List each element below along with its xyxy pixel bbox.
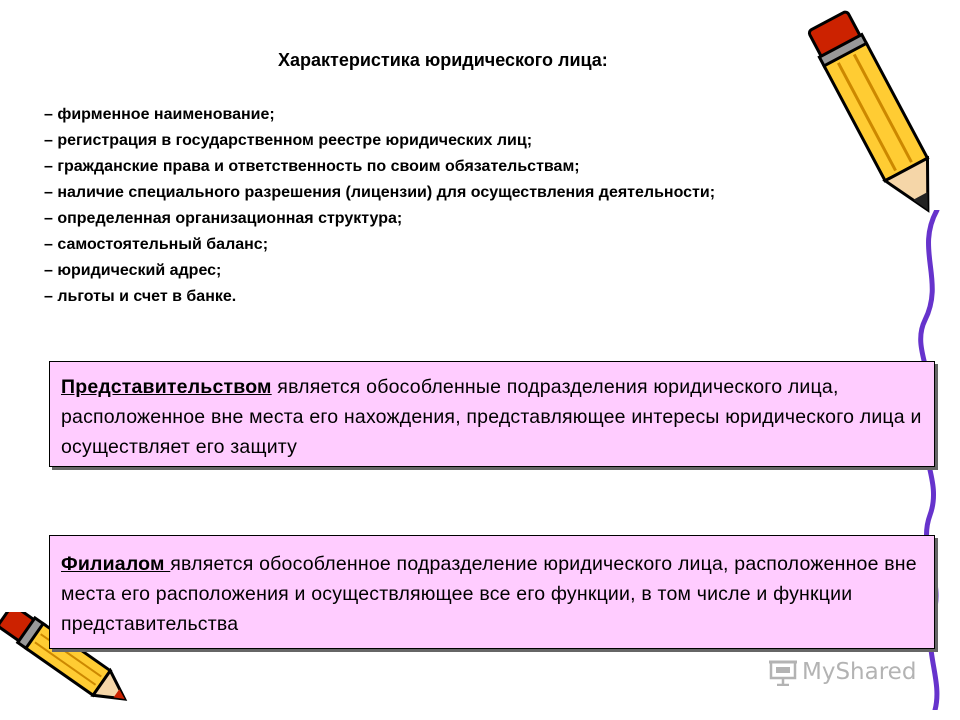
characteristics-list bbox=[44, 102, 715, 310]
slide-title: Характеристика юридического лица: bbox=[278, 50, 608, 70]
branch-text: является обособленное подразделение юридического лица, расположенное вне места его расположения и осуществляющее все его функции, в том числе и функции представительства bbox=[61, 553, 917, 635]
list-item: – льготы и счет в банке. bbox=[44, 284, 715, 310]
list-item: – самостоятельный баланс; bbox=[44, 232, 715, 258]
list-item: – регистрация в государственном реестре юридических лиц; bbox=[44, 128, 715, 154]
representation-term: Представительством bbox=[61, 376, 272, 398]
list-item: – гражданские права и ответственность по своим обязательствам; bbox=[44, 154, 715, 180]
representation-definition-box bbox=[49, 361, 935, 467]
watermark-text: MyShared bbox=[802, 659, 917, 685]
list-item: – наличие специального разрешения (лицензии) для осуществления деятельности; bbox=[44, 180, 715, 206]
watermark bbox=[768, 658, 916, 686]
pencil-icon bbox=[800, 0, 960, 240]
presentation-board-icon bbox=[768, 658, 798, 686]
representation-text: является обособленные подразделения юридического лица, расположенное вне места его нахождения, представляющее интересы юридического лица и осуществляет его защиту bbox=[61, 376, 922, 458]
list-item: – определенная организационная структура; bbox=[44, 206, 715, 232]
list-item: – юридический адрес; bbox=[44, 258, 715, 284]
branch-definition-box bbox=[49, 535, 935, 649]
branch-term: Филиалом bbox=[61, 553, 171, 575]
list-item: – фирменное наименование; bbox=[44, 102, 715, 128]
